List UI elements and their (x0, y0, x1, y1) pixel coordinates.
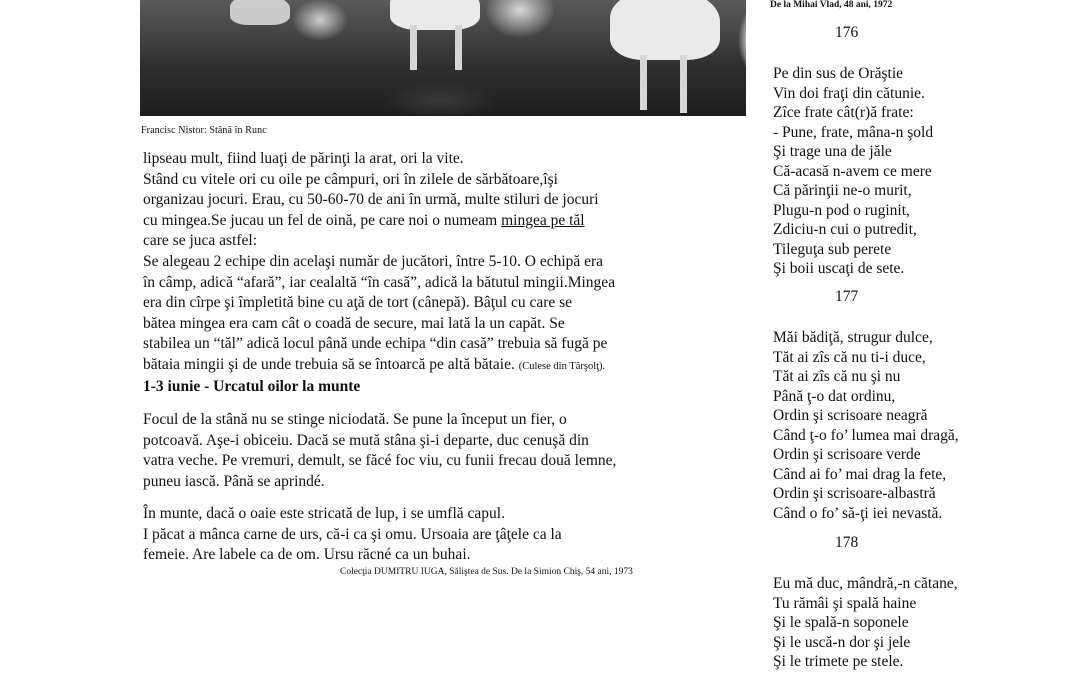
text-line: lipseau mult, fiind luaţi de părinţi la arat, ori la vite. (143, 150, 464, 167)
text-fragment: cu mingea.Se jucau un fel de oină, pe care noi o numeam (143, 211, 502, 229)
poem-line: Când ţ-o fo’ lumea mai dragă, (773, 426, 959, 444)
text-line: organizau jocuri. Erau, cu 50-60-70 de ani în urmă, multe stiluri de jocuri (143, 191, 599, 209)
poem-line: Tăt ai zîs că nu ti-i duce, (773, 348, 926, 366)
poem-line: Zîce frate cât(r)ă frate: (773, 104, 914, 121)
text-fragment: bătaia mingii şi de unde trebuia să se întoarcă pe altă bătaie. (143, 355, 519, 373)
poem-line: Şi le trimete pe stele. (773, 653, 904, 670)
poem-line: Că părinţii ne-o murit, (773, 182, 912, 199)
dog-shape (610, 0, 720, 60)
poem-line: Tu rămâi şi spală haine (773, 594, 917, 612)
dog-leg (455, 25, 462, 70)
poem-178 (773, 574, 958, 672)
poem-line: Plugu-n pod o ruginit, (773, 201, 910, 219)
underlined-term: mingea pe tăl (501, 211, 585, 229)
text-line: Focul de la stână nu se stinge niciodată. Se pune la început un fier, o (143, 411, 567, 428)
poem-credit: De la Mihai Vlad, 48 ani, 1972 (770, 0, 893, 10)
source-note: (Culese din Tărşolţ). (518, 360, 606, 372)
poem-line: Până ţ-o dat ordinu, (773, 387, 896, 405)
text-line: era din cîrpe şi împletită bine cu aţă de tort (cânepă). Bâţul cu care se (143, 294, 573, 312)
text-line: În munte, dacă o oaie este stricată de lup, i se umflă capul. (143, 505, 505, 522)
poem-line: Tăt ai zîs că nu şi nu (773, 368, 901, 385)
dog-leg (410, 25, 417, 70)
text-line: Se alegeau 2 echipe din acelaşi număr de jucători, între 5-10. O echipă era (143, 252, 604, 270)
poem-line: Ordin şi scrisoare verde (773, 446, 921, 463)
dog-leg (640, 55, 647, 110)
poem-line: Zdiciu-n cui o putredit, (773, 221, 917, 238)
text-line (143, 211, 748, 232)
poem-line: Că-acasă n-avem ce mere (773, 162, 932, 180)
poem-line: Tileguţa sub perete (773, 240, 892, 258)
poem-line: Şi le uscă-n dor şi jele (773, 633, 911, 651)
photo-caption: Francisc Nistor: Stână în Runc (141, 125, 267, 136)
poem-line: Ordin şi scrisoare-albastră (773, 485, 936, 502)
collection-credit: Colecţia DUMITRU IUGA, Săliştea de Sus. De la Simion Chiş, 54 ani, 1973 (340, 567, 633, 577)
paragraph-bear (143, 504, 748, 566)
section-heading: 1-3 iunie - Urcatul oilor la munte (143, 378, 361, 395)
poem-176 (773, 64, 933, 279)
text-line: care se juca astfel: (143, 232, 258, 250)
text-line: Stând cu vitele ori cu oile pe câmpuri, ori în zilele de sărbătoare,îşi (143, 170, 558, 188)
poem-line: Măi bădiţă, strugur dulce, (773, 329, 933, 346)
poem-line: Când o fo’ să-ţi iei nevastă. (773, 504, 943, 522)
poem-number: 178 (835, 534, 859, 551)
left-column (143, 149, 748, 376)
poem-line: - Pune, frate, mâna-n şold (773, 123, 934, 141)
poem-line: Şi trage una de jăle (773, 143, 892, 160)
poem-line: Şi boii uscaţi de sete. (773, 260, 905, 277)
poem-line: Vin doi fraţi din cătunie. (773, 84, 925, 102)
text-line: în câmp, adică “afară”, iar cealaltă “în casă”, adică la bătutul mingii.Mingea (143, 273, 616, 291)
poem-line: Ordin şi scrisoare neagră (773, 407, 928, 424)
text-line: I păcat a mânca carne de urs, că-i ca şi omu. Ursoaia are ţâţele ca la (143, 525, 562, 543)
text-line: bătea mingea era cam cât o coadă de secure, mai lată la un capăt. Se (143, 314, 565, 332)
poem-line: Şi le spală-n soponele (773, 614, 909, 631)
dog-shape (390, 0, 480, 30)
dog-leg (680, 55, 687, 113)
poem-177 (773, 328, 959, 523)
text-line: puneu iască. Până se aprindé. (143, 472, 325, 490)
poem-line: Eu mă duc, mândră,-n cătane, (773, 575, 958, 592)
poem-line: Când ai fo’ mai drag la fete, (773, 465, 947, 483)
text-line: vatra veche. Pe vremuri, demult, se făcé foc viu, cu funii frecau două lemne, (143, 452, 617, 470)
photo-stana-in-runc (140, 0, 746, 116)
text-line: potcoavă. Aşe-i obiceiu. Dacă se mută stâna şi-i departe, duc cenuşă din (143, 431, 589, 449)
dog-shape (230, 0, 290, 25)
text-line: stabilea un “tăl” adică locul până unde echipa “din casă” trebuia să fugă pe (143, 335, 608, 353)
text-line: femeie. Are labele ca de om. Ursu răcné ca un buhai. (143, 546, 471, 564)
poem-line: Pe din sus de Orăştie (773, 65, 904, 82)
poem-number: 177 (835, 288, 859, 305)
text-line (143, 355, 748, 376)
poem-number: 176 (835, 24, 859, 41)
paragraph-fire (143, 410, 748, 492)
